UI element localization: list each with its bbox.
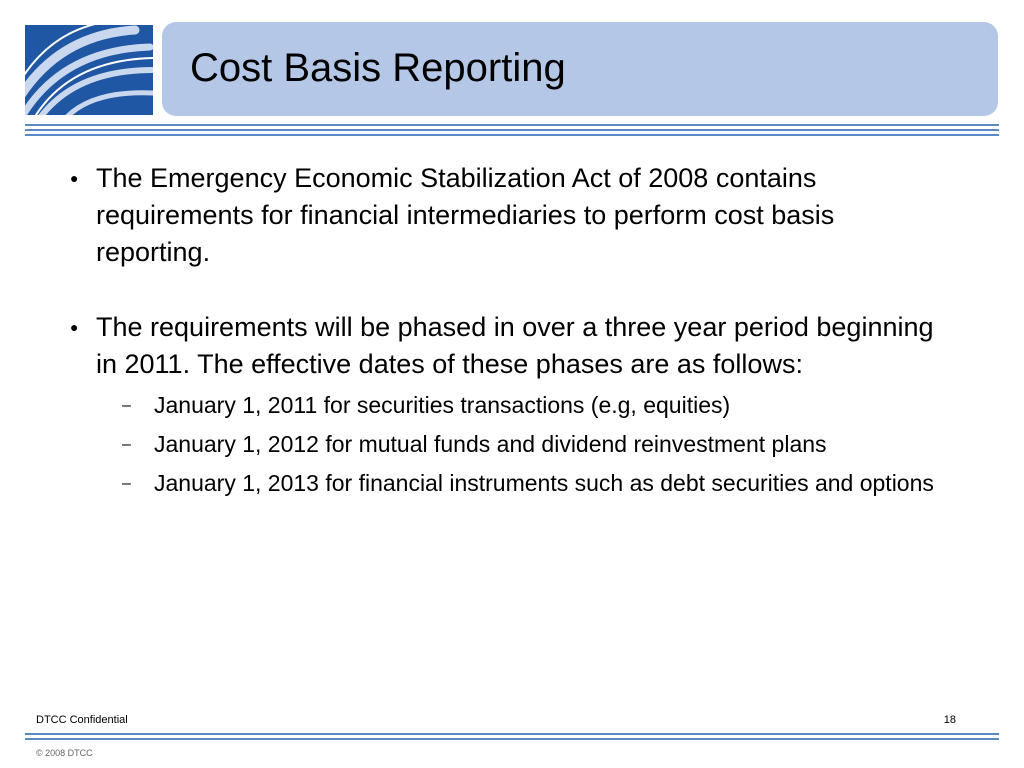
slide-title: Cost Basis Reporting	[190, 46, 566, 90]
bullet-item	[70, 309, 950, 383]
bullet-dot-icon: ●	[70, 319, 79, 335]
confidential-label: DTCC Confidential	[36, 714, 128, 726]
title-bar	[162, 22, 998, 116]
bullet-text: The requirements will be phased in over a three year period beginning in 2011. The effective dates of these phases are as follows:	[96, 312, 934, 379]
bullet-dot-icon: ●	[70, 170, 79, 186]
dash-icon: –	[122, 475, 131, 492]
sub-bullet-list	[70, 389, 950, 500]
copyright-notice: © 2008 DTCC	[36, 748, 93, 758]
sub-bullet-item	[70, 428, 950, 461]
sub-bullet-text: January 1, 2011 for securities transactions (e.g, equities)	[154, 392, 731, 418]
bullet-item	[70, 160, 950, 271]
sub-bullet-item	[70, 467, 950, 500]
sub-bullet-text: January 1, 2013 for financial instruments such as debt securities and options	[154, 470, 934, 496]
page-number: 18	[943, 714, 956, 726]
dtcc-logo	[25, 25, 153, 115]
slide-content	[70, 160, 950, 500]
dash-icon: –	[122, 436, 131, 453]
dash-icon: –	[122, 397, 131, 414]
header-rule-mid	[25, 129, 999, 131]
sub-bullet-item	[70, 389, 950, 422]
sub-bullet-text: January 1, 2012 for mutual funds and dividend reinvestment plans	[154, 431, 827, 457]
footer-rule-bottom	[25, 738, 999, 740]
footer-rule-top	[25, 733, 999, 735]
header-rule-bottom	[25, 134, 999, 136]
header-rule-top	[25, 124, 999, 126]
bullet-text: The Emergency Economic Stabilization Act of 2008 contains requirements for financial intermediaries to perform cost basis reporting.	[96, 163, 835, 267]
